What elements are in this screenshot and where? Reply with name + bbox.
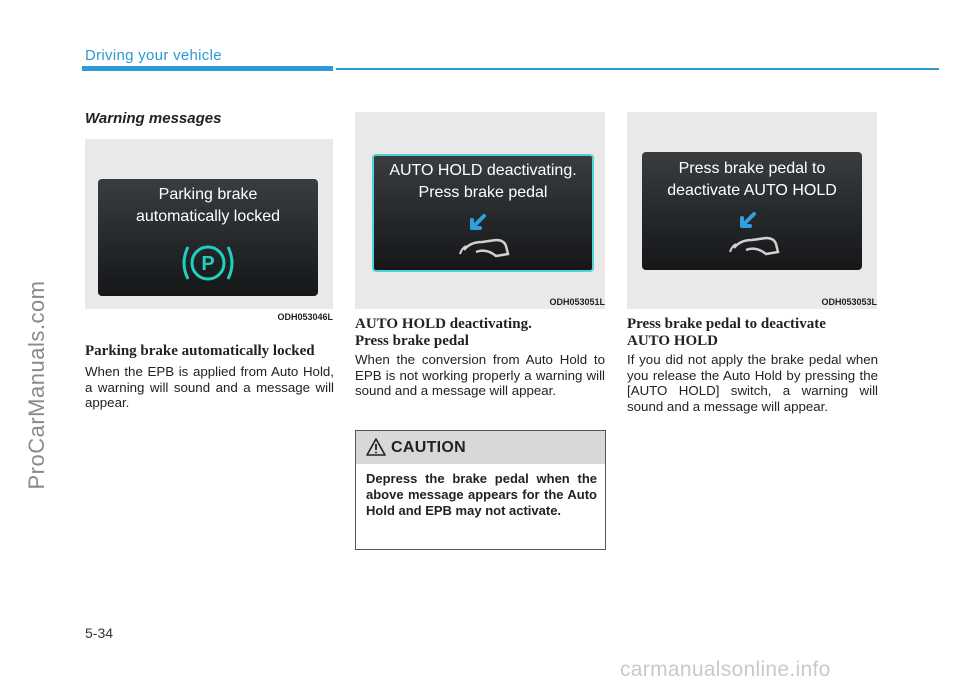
panel-title-line-2: Press brake pedal	[355, 333, 469, 349]
panel-body: When the EPB is applied from Auto Hold, a warning will sound and a message will appear.	[85, 364, 334, 410]
sidebar-watermark	[22, 115, 52, 655]
parking-brake-letter: P	[201, 253, 215, 275]
cluster-screen	[372, 154, 594, 272]
brake-pedal-icon	[726, 210, 786, 258]
footer-watermark: carmanualsonline.info	[620, 658, 831, 681]
panel-body: When the conversion from Auto Hold to EPB is not working properly a warning will sound and a message will appear.	[355, 352, 605, 398]
figure-press-brake-pedal	[627, 112, 877, 309]
screen-line-2: automatically locked	[135, 208, 281, 225]
figure-code: ODH053046L	[277, 312, 333, 322]
caution-header	[356, 431, 605, 464]
panel-body: If you did not apply the brake pedal when you release the Auto Hold by pressing the [AUTO HOLD] switch, a warning will sound and a message will appear.	[627, 352, 878, 414]
sidebar-watermark-text: ProCarManuals.com	[24, 280, 49, 490]
cluster-screen	[642, 152, 862, 270]
caution-box	[355, 430, 606, 550]
figure-parking-brake	[85, 139, 333, 322]
figure-code: ODH053051L	[549, 297, 605, 307]
header-rule-thin	[336, 68, 939, 70]
warning-messages-heading: Warning messages	[85, 110, 222, 127]
brake-pedal-icon	[456, 212, 516, 260]
panel-title	[355, 316, 605, 350]
panel-title	[627, 316, 882, 350]
figure-auto-hold-deactivating	[355, 112, 605, 309]
figure-code: ODH053053L	[821, 297, 877, 307]
panel-title	[85, 343, 335, 360]
screen-line-2: deactivate AUTO HOLD	[667, 182, 837, 199]
caution-body: Depress the brake pedal when the above message appears for the Auto Hold and EPB may not activate.	[366, 471, 597, 518]
panel-title-line-1: Parking brake automatically locked	[85, 343, 315, 359]
warning-triangle-icon	[365, 437, 387, 457]
panel-title-line-1: Press brake pedal to deactivate	[627, 316, 826, 332]
caution-title: CAUTION	[391, 439, 466, 456]
section-title: Driving your vehicle	[85, 47, 222, 64]
parking-brake-icon	[178, 241, 238, 285]
screen-line-2: Press brake pedal	[418, 184, 548, 201]
screen-line-1: Parking brake	[158, 186, 258, 203]
screen-line-1: Press brake pedal to	[678, 160, 826, 177]
panel-title-line-1: AUTO HOLD deactivating.	[355, 316, 532, 332]
panel-title-line-2: AUTO HOLD	[627, 333, 718, 349]
header-rule-thick	[82, 66, 333, 71]
cluster-screen	[98, 179, 318, 296]
page-number: 5-34	[85, 625, 114, 641]
screen-line-1: AUTO HOLD deactivating.	[389, 162, 577, 179]
